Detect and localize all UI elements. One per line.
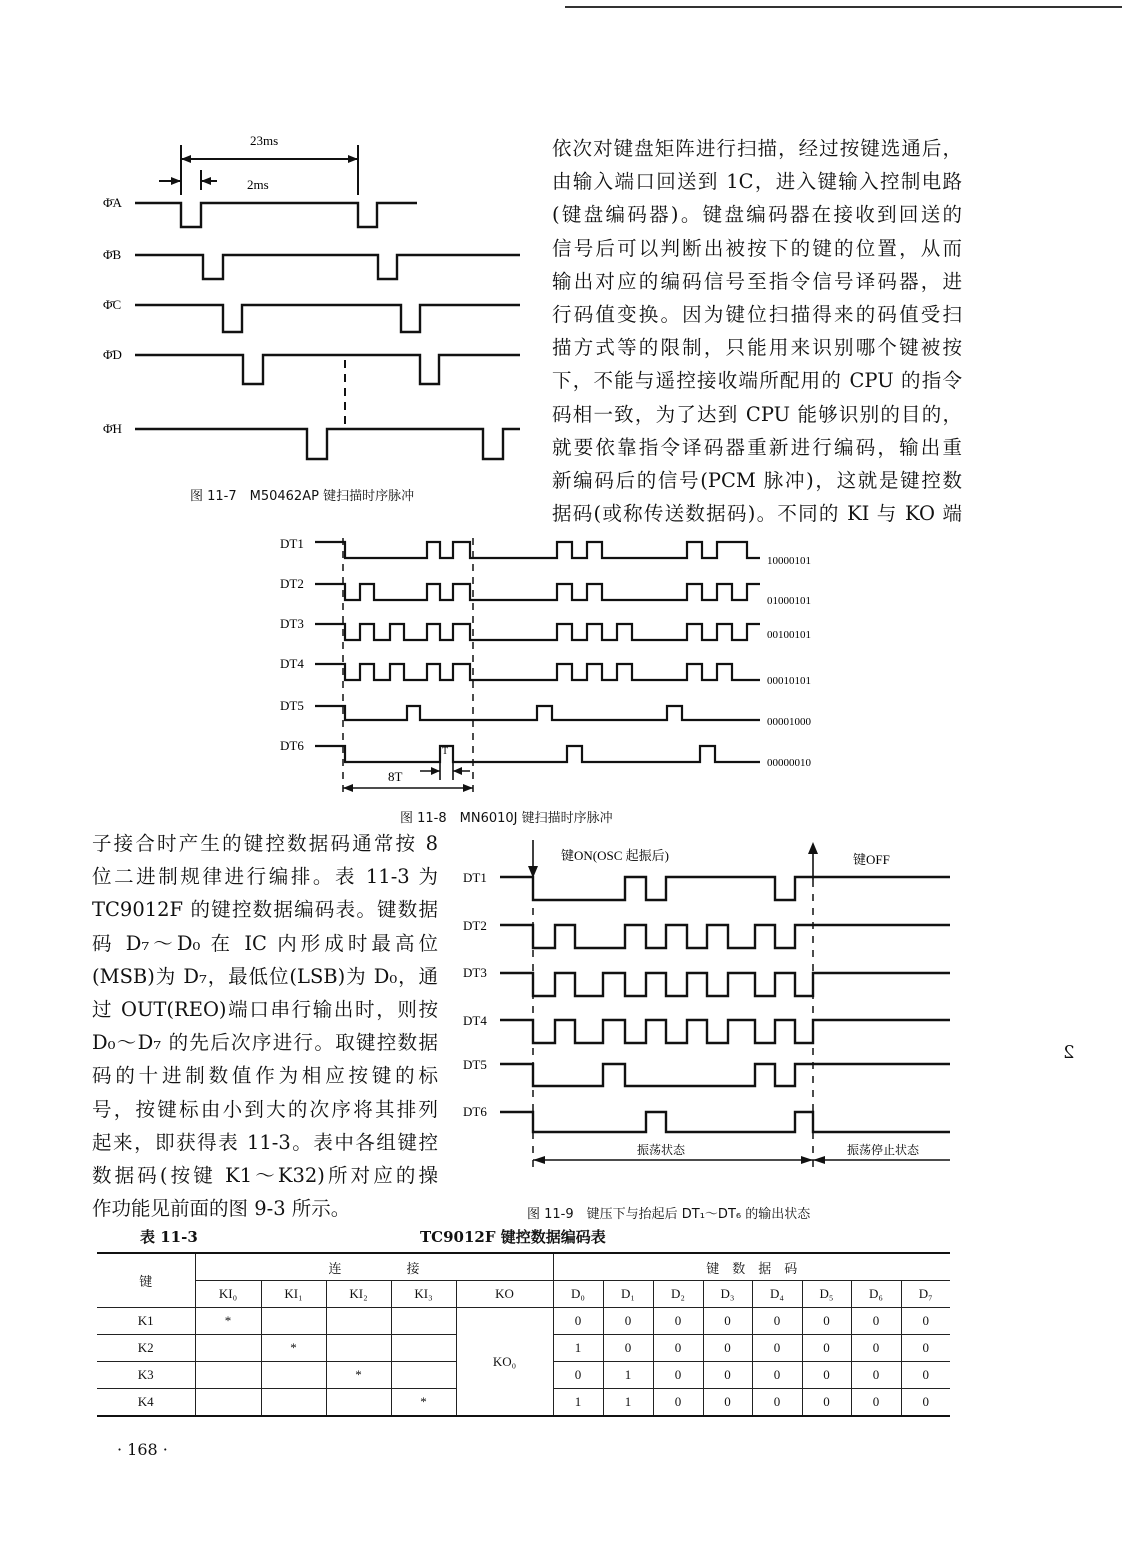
code-dt6: 00000010 — [767, 757, 811, 769]
cell-d: 0 — [703, 1389, 752, 1417]
left-line: 码的十进制数值作为相应按键的标 — [92, 1064, 438, 1088]
col-ko: KO — [456, 1281, 553, 1308]
cell-d: 1 — [603, 1362, 653, 1389]
left-line: TC9012F 的键控数据编码表。键数据 — [92, 898, 438, 922]
label-osc-stop: 振荡停止状态 — [847, 1143, 920, 1157]
caption-fig-11-8: 图 11-8 MN6010J 键扫描时序脉冲 — [400, 811, 613, 826]
col-d7: D₇ — [901, 1281, 950, 1308]
cell-d: 0 — [703, 1308, 752, 1335]
col-d2: D₂ — [653, 1281, 703, 1308]
cell-d: 0 — [653, 1362, 703, 1389]
header-key: 键 — [97, 1253, 195, 1308]
label9-dt3: DT3 — [463, 965, 487, 980]
left-line: (MSB)为 D₇，最低位(LSB)为 D₀，通 — [92, 964, 438, 988]
cell-ki — [326, 1389, 391, 1417]
cell-d: 0 — [603, 1308, 653, 1335]
cell-d: 0 — [802, 1308, 851, 1335]
wave9-dt5 — [500, 1064, 950, 1086]
col-d3: D₃ — [703, 1281, 752, 1308]
cell-d: 0 — [851, 1335, 901, 1362]
label-phi-d: Φ̄D — [103, 347, 122, 362]
cell-ki: * — [195, 1308, 261, 1335]
right-line: 就要依靠指令译码器重新进行编码，输出重 — [552, 435, 962, 459]
left-line: 位二进制规律进行编排。表 11-3 为 — [92, 865, 438, 889]
right-line: 依次对键盘矩阵进行扫描，经过按键选通后， — [552, 137, 962, 160]
right-line: 下，不能与遥控接收端所配用的 CPU 的指令 — [552, 369, 962, 393]
cell-ki — [195, 1362, 261, 1389]
label-phi-c: Φ̄C — [103, 297, 122, 312]
cell-ki — [391, 1362, 456, 1389]
label9-dt2: DT2 — [463, 918, 487, 933]
right-line: 新编码后的信号(PCM 脉冲)，这就是键控数 — [552, 469, 962, 493]
cell-d: 0 — [802, 1335, 851, 1362]
right-line: 由输入端口回送到 1C，进入键输入控制电路 — [552, 170, 962, 194]
cell-d: 0 — [901, 1335, 950, 1362]
code-dt3: 00100101 — [767, 629, 811, 641]
label-dt3: DT3 — [280, 616, 304, 631]
cell-d: 0 — [802, 1389, 851, 1417]
code-dt2: 01000101 — [767, 595, 811, 607]
wave9-dt4 — [500, 1020, 950, 1043]
code-dt1: 10000101 — [767, 555, 811, 567]
right-paragraph — [552, 132, 962, 530]
cell-d: 0 — [752, 1362, 802, 1389]
header-key-data: 键 数 据 码 — [553, 1253, 950, 1281]
left-line: 过 OUT(REO)端口串行输出时，则按 — [92, 998, 438, 1022]
label-dt6: DT6 — [280, 738, 304, 753]
col-d1: D₁ — [603, 1281, 653, 1308]
figure-11-7 — [95, 115, 535, 475]
cell-d: 0 — [901, 1362, 950, 1389]
encoding-table — [97, 1252, 950, 1417]
label-phi-a: Φ̄A — [103, 195, 122, 210]
cell-d: 0 — [851, 1308, 901, 1335]
cell-d: 0 — [703, 1362, 752, 1389]
right-line: 描方式等的限制，只能用来识别哪个键被按 — [552, 336, 962, 360]
cell-key: K2 — [97, 1335, 195, 1362]
cell-ki — [326, 1308, 391, 1335]
cell-d: 0 — [802, 1362, 851, 1389]
wave-phi-h — [135, 429, 520, 459]
top-rule — [565, 6, 1122, 8]
margin-mark: 2 — [1063, 1042, 1075, 1063]
cell-d: 0 — [653, 1389, 703, 1417]
col-d0: D₀ — [553, 1281, 603, 1308]
cell-d: 0 — [752, 1308, 802, 1335]
right-line: 码相一致，为了达到 CPU 能够识别的目的， — [552, 402, 962, 426]
cell-ki — [261, 1308, 326, 1335]
cell-d: 0 — [703, 1335, 752, 1362]
wave-dt1 — [315, 542, 760, 558]
col-d5: D₅ — [802, 1281, 851, 1308]
wave9-dt3 — [500, 973, 950, 996]
label-8t: 8T — [388, 769, 403, 784]
cell-d: 1 — [553, 1335, 603, 1362]
wave-phi-b — [135, 255, 520, 279]
label9-dt1: DT1 — [463, 870, 487, 885]
label-key-off: 键OFF — [853, 852, 890, 867]
label-osc-state: 振荡状态 — [637, 1143, 686, 1157]
cell-key: K3 — [97, 1362, 195, 1389]
right-line: 行码值变换。因为键位扫描得来的码值受扫 — [552, 303, 962, 327]
label-dt4: DT4 — [280, 656, 304, 671]
left-line: 起来，即获得表 11-3。表中各组键控 — [92, 1130, 438, 1154]
cell-d: 0 — [851, 1362, 901, 1389]
cell-key: K4 — [97, 1389, 195, 1417]
right-line: (键盘编码器)。键盘编码器在接收到回送的 — [552, 203, 962, 227]
label-key-on: 键ON(OSC 起振后) — [561, 848, 669, 863]
cell-ki: * — [391, 1389, 456, 1417]
wave-phi-d — [135, 355, 520, 384]
wave9-dt1 — [500, 877, 950, 900]
wave-dt5 — [315, 706, 760, 720]
left-line: 子接合时产生的键控数据码通常按 8 — [92, 832, 438, 855]
wave9-dt2 — [500, 925, 950, 948]
cell-ki — [391, 1335, 456, 1362]
col-ki1: KI₁ — [261, 1281, 326, 1308]
col-d6: D₆ — [851, 1281, 901, 1308]
code-dt4: 00010101 — [767, 675, 811, 687]
cell-d: 0 — [603, 1335, 653, 1362]
col-ki0: KI₀ — [195, 1281, 261, 1308]
label-phi-h: Φ̄H — [103, 421, 122, 436]
label9-dt5: DT5 — [463, 1057, 487, 1072]
cell-d: 0 — [752, 1335, 802, 1362]
cell-ko: KO₀ — [456, 1308, 553, 1417]
cell-d: 0 — [752, 1389, 802, 1417]
cell-d: 1 — [553, 1389, 603, 1417]
right-line: 输出对应的编码信号至指令信号译码器，进 — [552, 269, 962, 293]
cell-ki — [195, 1389, 261, 1417]
label9-dt6: DT6 — [463, 1104, 487, 1119]
caption-fig-11-9: 图 11-9 键压下与抬起后 DT₁～DT₆ 的输出状态 — [527, 1207, 811, 1222]
right-line: 据码(或称传送数据码)。不同的 KI 与 KO 端 — [552, 502, 962, 526]
cell-ki — [326, 1335, 391, 1362]
cell-ki — [195, 1335, 261, 1362]
left-line: D₀～D₇ 的先后次序进行。取键控数据 — [92, 1031, 438, 1055]
table-title: TC9012F 键控数据编码表 — [420, 1228, 606, 1246]
label-dt5: DT5 — [280, 698, 304, 713]
cell-d: 0 — [553, 1308, 603, 1335]
cell-d: 0 — [553, 1362, 603, 1389]
left-paragraph — [92, 827, 438, 1225]
cell-ki — [261, 1362, 326, 1389]
cell-d: 1 — [603, 1389, 653, 1417]
label-dt1: DT1 — [280, 536, 304, 551]
cell-d: 0 — [851, 1389, 901, 1417]
table-label: 表 11-3 — [140, 1228, 198, 1246]
dim-23ms: 23ms — [250, 133, 279, 148]
figure-11-8 — [270, 530, 840, 800]
cell-ki — [391, 1308, 456, 1335]
figure-11-9 — [455, 840, 960, 1170]
label-phi-b: Φ̄B — [103, 247, 122, 262]
cell-d: 0 — [901, 1308, 950, 1335]
label-t: T — [442, 746, 449, 757]
wave-phi-c — [135, 305, 520, 332]
col-ki2: KI₂ — [326, 1281, 391, 1308]
col-ki3: KI₃ — [391, 1281, 456, 1308]
cell-ki: * — [261, 1335, 326, 1362]
cell-ki: * — [326, 1362, 391, 1389]
label-dt2: DT2 — [280, 576, 304, 591]
caption-fig-11-7: 图 11-7 M50462AP 键扫描时序脉冲 — [190, 489, 415, 504]
cell-ki — [261, 1389, 326, 1417]
left-line: 号，按键标由小到大的次序将其排列 — [92, 1097, 438, 1121]
cell-key: K1 — [97, 1308, 195, 1335]
cell-d: 0 — [653, 1308, 703, 1335]
dim-2ms: 2ms — [247, 177, 269, 192]
left-line: 作功能见前面的图 9-3 所示。 — [92, 1197, 351, 1221]
cell-d: 0 — [901, 1389, 950, 1417]
page-number: · 168 · — [117, 1440, 168, 1459]
col-d4: D₄ — [752, 1281, 802, 1308]
wave-dt3 — [315, 624, 760, 640]
label9-dt4: DT4 — [463, 1013, 487, 1028]
right-line: 信号后可以判断出被按下的键的位置，从而 — [552, 236, 962, 260]
wave-dt2 — [315, 584, 760, 600]
wave-phi-a — [135, 203, 417, 227]
code-dt5: 00001000 — [767, 716, 811, 728]
wave-dt6 — [315, 746, 760, 762]
left-line: 码 D₇～D₀ 在 IC 内形成时最高位 — [92, 931, 438, 955]
header-connection: 连 接 — [195, 1253, 553, 1281]
left-line: 数据码(按键 K1～K32)所对应的操 — [92, 1164, 438, 1188]
cell-d: 0 — [653, 1335, 703, 1362]
wave9-dt6 — [500, 1112, 950, 1132]
table-row — [97, 1308, 950, 1335]
wave-dt4 — [315, 664, 760, 680]
